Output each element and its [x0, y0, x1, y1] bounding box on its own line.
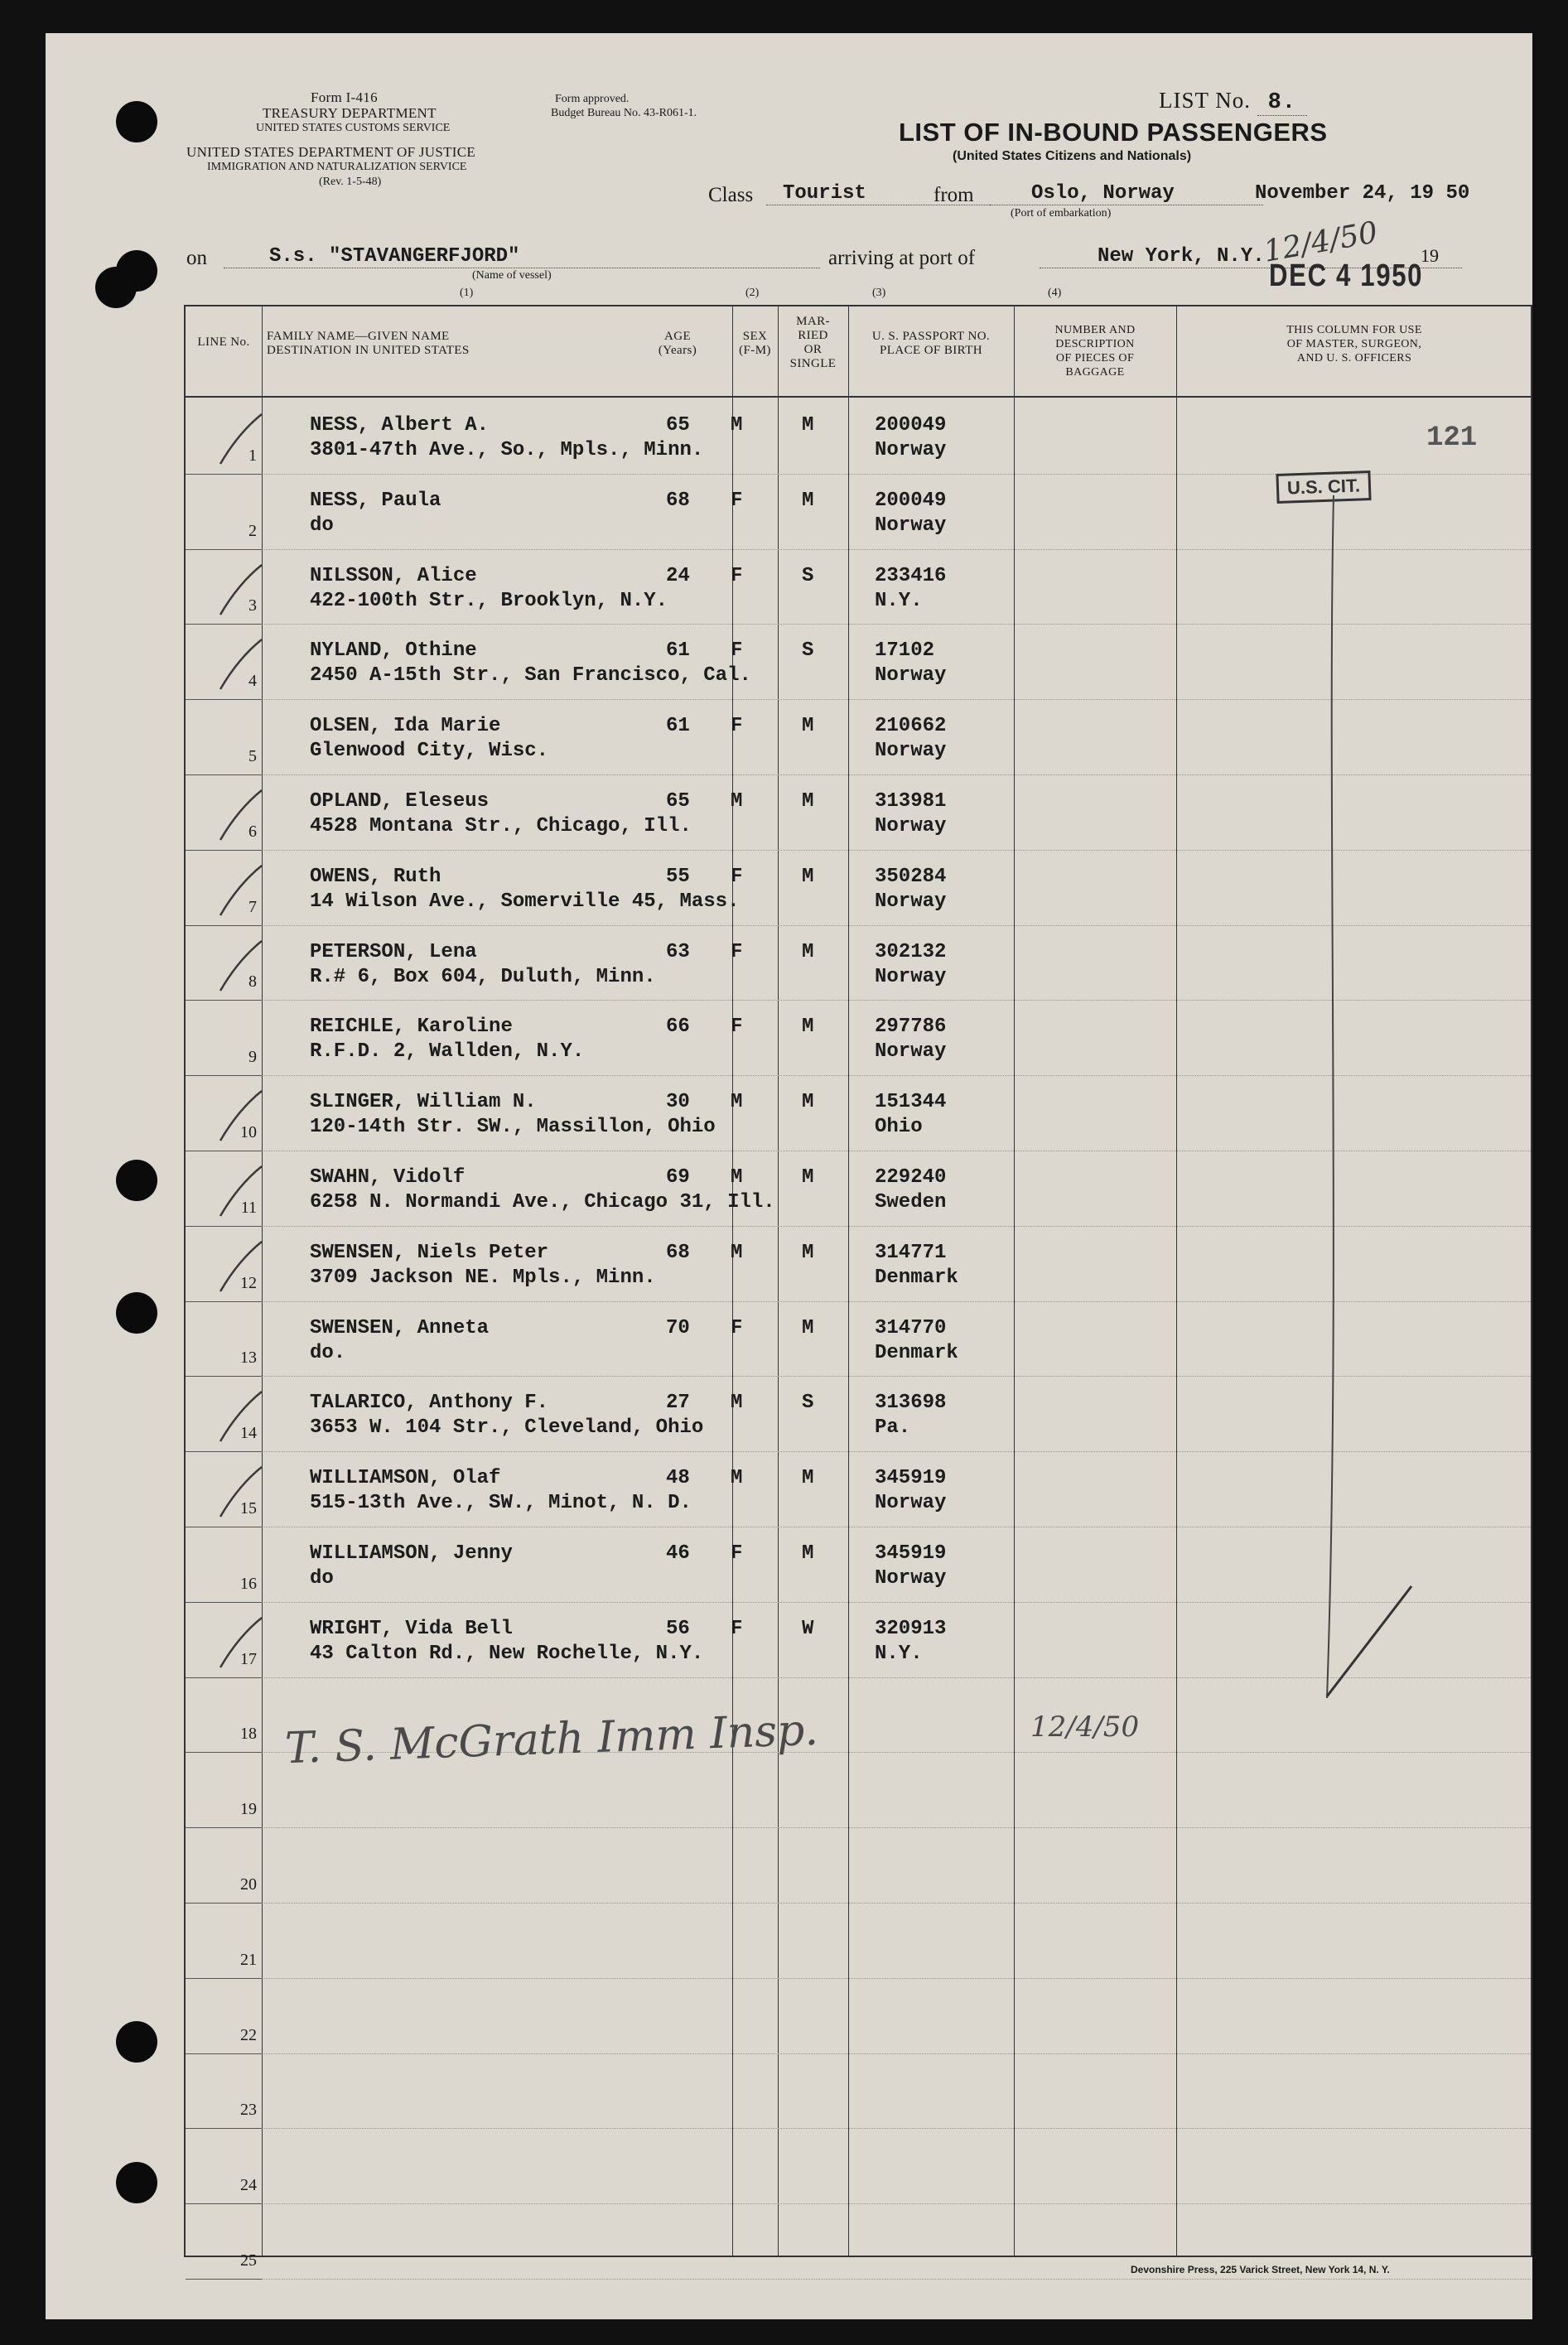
header-sex: SEX (F-M)	[739, 330, 771, 357]
line-number: 7	[248, 897, 257, 916]
passport-number: 314771	[875, 1241, 947, 1264]
document-subtitle: (United States Citizens and Nationals)	[953, 149, 1192, 163]
passport-number: 313698	[875, 1392, 947, 1415]
passenger-age: 61	[666, 639, 690, 663]
passport-number: 229240	[875, 1166, 947, 1189]
passenger-sex: F	[731, 715, 743, 738]
passport-number: 313981	[875, 790, 947, 813]
class-label: Class	[708, 184, 754, 206]
passenger-sex: F	[731, 564, 743, 587]
passenger-name: SWENSEN, Niels Peter	[310, 1241, 549, 1264]
row-rule	[262, 2203, 1531, 2204]
punch-hole	[116, 1160, 157, 1201]
passenger-sex: M	[731, 1467, 743, 1490]
passport-number: 200049	[875, 489, 947, 512]
passenger-destination: 515-13th Ave., SW., Minot, N. D.	[310, 1492, 692, 1515]
passenger-name: WILLIAMSON, Jenny	[310, 1542, 513, 1565]
customs-service: UNITED STATES CUSTOMS SERVICE	[256, 122, 451, 134]
from-label: from	[934, 184, 974, 206]
line-number: 4	[248, 672, 257, 691]
row-rule	[262, 1903, 1531, 1904]
line-number: 22	[240, 2025, 257, 2044]
line-number: 8	[248, 972, 257, 992]
passenger-age: 48	[666, 1467, 690, 1490]
list-number: 8.	[1257, 90, 1307, 116]
passport-number: 345919	[875, 1467, 947, 1490]
col-num-1: (1)	[460, 287, 474, 299]
line-rule	[186, 2128, 262, 2129]
embarkation-note: (Port of embarkation)	[1011, 207, 1112, 220]
passenger-sex: F	[731, 639, 743, 663]
passenger-marital: S	[802, 1392, 814, 1415]
line-number: 14	[240, 1424, 257, 1443]
passenger-age: 56	[666, 1617, 690, 1640]
passenger-marital: M	[802, 1241, 814, 1264]
punch-hole	[95, 267, 137, 308]
passenger-sex: F	[731, 1316, 743, 1339]
form-approved: Form approved.	[555, 93, 630, 105]
passenger-name: SWAHN, Vidolf	[310, 1166, 466, 1189]
vessel-name: S.s. "STAVANGERFJORD"	[224, 245, 820, 268]
place-of-birth: Norway	[875, 890, 947, 913]
passenger-age: 55	[666, 865, 690, 888]
passenger-sex: F	[731, 489, 743, 512]
passenger-name: OWENS, Ruth	[310, 865, 441, 888]
line-number: 24	[240, 2176, 257, 2195]
header-name: FAMILY NAME—GIVEN NAME DESTINATION IN UNITED STATES	[267, 330, 470, 357]
line-number: 17	[240, 1649, 257, 1668]
passenger-sex: M	[731, 790, 743, 813]
passenger-marital: M	[802, 1016, 814, 1039]
passenger-name: NYLAND, Othine	[310, 639, 477, 663]
passenger-age: 68	[666, 489, 690, 512]
passenger-marital: M	[802, 1542, 814, 1565]
passenger-destination: 3801-47th Ave., So., Mpls., Minn.	[310, 439, 704, 461]
passenger-age: 30	[666, 1091, 690, 1114]
passenger-name: OLSEN, Ida Marie	[310, 715, 501, 738]
passenger-sex: M	[731, 1091, 743, 1114]
header-baggage: NUMBER AND DESCRIPTION OF PIECES OF BAGGAGE	[1054, 324, 1136, 379]
on-label: on	[186, 247, 207, 269]
date-stamp: DEC 4 1950	[1269, 258, 1424, 293]
header-age: AGE (Years)	[658, 330, 697, 357]
passenger-name: WRIGHT, Vida Bell	[310, 1617, 513, 1640]
passenger-marital: M	[802, 865, 814, 888]
vessel-note: (Name of vessel)	[472, 269, 552, 282]
passenger-sex: M	[731, 1166, 743, 1189]
line-number: 25	[240, 2251, 257, 2270]
passenger-name: NILSSON, Alice	[310, 564, 477, 587]
passenger-destination: 3709 Jackson NE. Mpls., Minn.	[310, 1266, 656, 1289]
budget-bureau: Budget Bureau No. 43-R061-1.	[551, 107, 697, 119]
line-number: 11	[240, 1198, 257, 1217]
passenger-sex: M	[731, 1241, 743, 1264]
line-rule	[186, 2203, 262, 2204]
row-rule	[262, 2053, 1531, 2054]
passenger-age: 68	[666, 1241, 690, 1264]
passenger-destination: 120-14th Str. SW., Massillon, Ohio	[310, 1116, 716, 1139]
punch-hole	[116, 2162, 157, 2203]
line-number: 18	[240, 1725, 257, 1744]
punch-hole	[116, 101, 157, 142]
line-number: 19	[240, 1800, 257, 1819]
col-num-4: (4)	[1048, 287, 1062, 299]
passenger-sex: F	[731, 865, 743, 888]
passenger-name: SLINGER, William N.	[310, 1091, 537, 1114]
passport-number: 302132	[875, 940, 947, 963]
place-of-birth: N.Y.	[875, 1642, 923, 1665]
passenger-sex: F	[731, 940, 743, 963]
place-of-birth: Sweden	[875, 1191, 947, 1214]
col-num-2: (2)	[745, 287, 760, 299]
line-number: 5	[248, 747, 257, 765]
line-number: 20	[240, 1875, 257, 1894]
header-line-no: LINE No.	[197, 335, 250, 349]
passenger-marital: S	[802, 564, 814, 587]
row-rule	[262, 1827, 1531, 1828]
printer-imprint: Devonshire Press, 225 Varick Street, New York 14, N. Y.	[1131, 2264, 1390, 2275]
passenger-marital: M	[802, 489, 814, 512]
passenger-destination: Glenwood City, Wisc.	[310, 740, 549, 763]
line-number: 3	[248, 596, 257, 615]
place-of-birth: Norway	[875, 965, 947, 988]
passenger-sex: F	[731, 1016, 743, 1039]
passport-number: 345919	[875, 1542, 947, 1565]
passenger-sex: F	[731, 1617, 743, 1640]
place-of-birth: N.Y.	[875, 589, 923, 612]
handwritten-marks	[186, 306, 1532, 1797]
passenger-destination: 422-100th Str., Brooklyn, N.Y.	[310, 589, 668, 612]
list-label: LIST No.	[1159, 88, 1252, 113]
place-of-birth: Pa.	[875, 1416, 911, 1440]
row-rule	[262, 1978, 1531, 1979]
passenger-sex: M	[731, 1392, 743, 1415]
punch-hole	[116, 2021, 157, 2063]
form-revision: (Rev. 1-5-48)	[319, 176, 382, 188]
place-of-birth: Norway	[875, 1040, 947, 1064]
passenger-marital: M	[802, 940, 814, 963]
passenger-name: WILLIAMSON, Olaf	[310, 1467, 501, 1490]
line-rule	[186, 1978, 262, 1979]
place-of-birth: Norway	[875, 439, 947, 461]
passenger-age: 66	[666, 1016, 690, 1039]
embarkation-port: Oslo, Norway	[990, 182, 1263, 205]
passport-number: 320913	[875, 1617, 947, 1640]
passenger-age: 61	[666, 715, 690, 738]
passenger-name: NESS, Albert A.	[310, 414, 490, 437]
passenger-destination: 3653 W. 104 Str., Cleveland, Ohio	[310, 1416, 704, 1440]
row-rule	[262, 2279, 1531, 2280]
line-rule	[186, 2053, 262, 2054]
header-officers: THIS COLUMN FOR USE OF MASTER, SURGEON, AND U. S. OFFICERS	[1286, 324, 1422, 364]
passport-number: 297786	[875, 1016, 947, 1039]
line-rule	[186, 1827, 262, 1828]
line-number: 15	[240, 1499, 257, 1517]
year-label: 19	[1421, 245, 1439, 266]
passenger-age: 24	[666, 564, 690, 587]
col-num-3: (3)	[872, 287, 886, 299]
treasury-department: TREASURY DEPARTMENT	[263, 105, 437, 121]
place-of-birth: Denmark	[875, 1341, 958, 1364]
passenger-count-note: 121	[1426, 422, 1478, 454]
passenger-marital: M	[802, 414, 814, 437]
passenger-destination: 43 Calton Rd., New Rochelle, N.Y.	[310, 1642, 704, 1665]
passenger-marital: M	[802, 715, 814, 738]
passenger-marital: M	[802, 790, 814, 813]
passenger-destination: 14 Wilson Ave., Somerville 45, Mass.	[310, 890, 740, 913]
place-of-birth: Norway	[875, 1567, 947, 1590]
passenger-destination: do.	[310, 1341, 346, 1364]
line-number: 6	[248, 822, 257, 841]
header-marital: MAR- RIED OR SINGLE	[789, 315, 837, 370]
row-rule	[262, 2128, 1531, 2129]
passenger-sex: F	[731, 1542, 743, 1565]
passenger-age: 69	[666, 1166, 690, 1189]
signature-date: 12/4/50	[1030, 1710, 1140, 1744]
passenger-age: 70	[666, 1316, 690, 1339]
class-value: Tourist	[766, 182, 998, 205]
line-number: 16	[240, 1574, 257, 1593]
line-number: 10	[240, 1123, 257, 1141]
passenger-name: PETERSON, Lena	[310, 940, 477, 963]
passenger-marital: M	[802, 1091, 814, 1114]
passenger-marital: M	[802, 1316, 814, 1339]
punch-hole	[116, 1292, 157, 1334]
line-number: 1	[248, 446, 257, 465]
passport-number: 314770	[875, 1316, 947, 1339]
line-number: 12	[240, 1273, 257, 1292]
place-of-birth: Norway	[875, 1492, 947, 1515]
place-of-birth: Norway	[875, 514, 947, 537]
passenger-age: 65	[666, 790, 690, 813]
inspector-signature: T. S. McGrath Imm Insp.	[284, 1705, 819, 1774]
passport-number: 200049	[875, 414, 947, 437]
passenger-marital: W	[802, 1617, 814, 1640]
citizenship-stamp: U.S. CIT.	[1276, 470, 1371, 504]
arrival-port: New York, N.Y.	[1040, 245, 1462, 268]
place-of-birth: Norway	[875, 740, 947, 763]
passenger-destination: 6258 N. Normandi Ave., Chicago 31, Ill.	[310, 1191, 775, 1214]
passenger-destination: 2450 A-15th Str., San Francisco, Cal.	[310, 664, 751, 688]
place-of-birth: Denmark	[875, 1266, 958, 1289]
passenger-name: SWENSEN, Anneta	[310, 1316, 490, 1339]
place-of-birth: Ohio	[875, 1116, 923, 1139]
form-number: Form I-416	[311, 89, 378, 105]
justice-department: UNITED STATES DEPARTMENT OF JUSTICE	[186, 144, 476, 160]
passenger-marital: S	[802, 639, 814, 663]
line-number: 9	[248, 1048, 257, 1067]
passenger-name: REICHLE, Karoline	[310, 1016, 513, 1039]
passenger-marital: M	[802, 1166, 814, 1189]
line-number: 2	[248, 521, 257, 540]
line-number: 23	[240, 2101, 257, 2120]
embarkation-date: November 24, 19 50	[1255, 182, 1470, 205]
line-rule	[186, 1903, 262, 1904]
passenger-destination: do	[310, 1567, 334, 1590]
manifest-sheet	[46, 33, 1532, 2319]
passport-number: 350284	[875, 865, 947, 888]
passenger-name: OPLAND, Eleseus	[310, 790, 490, 813]
passport-number: 151344	[875, 1091, 947, 1114]
line-number: 21	[240, 1950, 257, 1969]
place-of-birth: Norway	[875, 664, 947, 688]
header-passport: U. S. PASSPORT NO. PLACE OF BIRTH	[871, 330, 991, 357]
arriving-label: arriving at port of	[828, 247, 976, 269]
passenger-destination: R.# 6, Box 604, Duluth, Minn.	[310, 965, 656, 988]
passenger-destination: R.F.D. 2, Wallden, N.Y.	[310, 1040, 585, 1064]
passport-number: 233416	[875, 564, 947, 587]
passenger-age: 46	[666, 1542, 690, 1565]
line-rule	[186, 2279, 262, 2280]
passenger-age: 65	[666, 414, 690, 437]
passenger-age: 63	[666, 940, 690, 963]
passenger-marital: M	[802, 1467, 814, 1490]
passenger-destination: do	[310, 514, 334, 537]
passenger-name: NESS, Paula	[310, 489, 441, 512]
passport-number: 210662	[875, 715, 947, 738]
ins-service: IMMIGRATION AND NATURALIZATION SERVICE	[207, 161, 467, 173]
line-number: 13	[240, 1349, 257, 1368]
passport-number: 17102	[875, 639, 935, 663]
passenger-name: TALARICO, Anthony F.	[310, 1392, 549, 1415]
document-title: LIST OF IN-BOUND PASSENGERS	[899, 118, 1328, 147]
place-of-birth: Norway	[875, 815, 947, 837]
passenger-age: 27	[666, 1392, 690, 1415]
passenger-sex: M	[731, 414, 743, 437]
passenger-destination: 4528 Montana Str., Chicago, Ill.	[310, 815, 692, 837]
arrival-date-handwritten: 12/4/50	[1261, 215, 1381, 269]
